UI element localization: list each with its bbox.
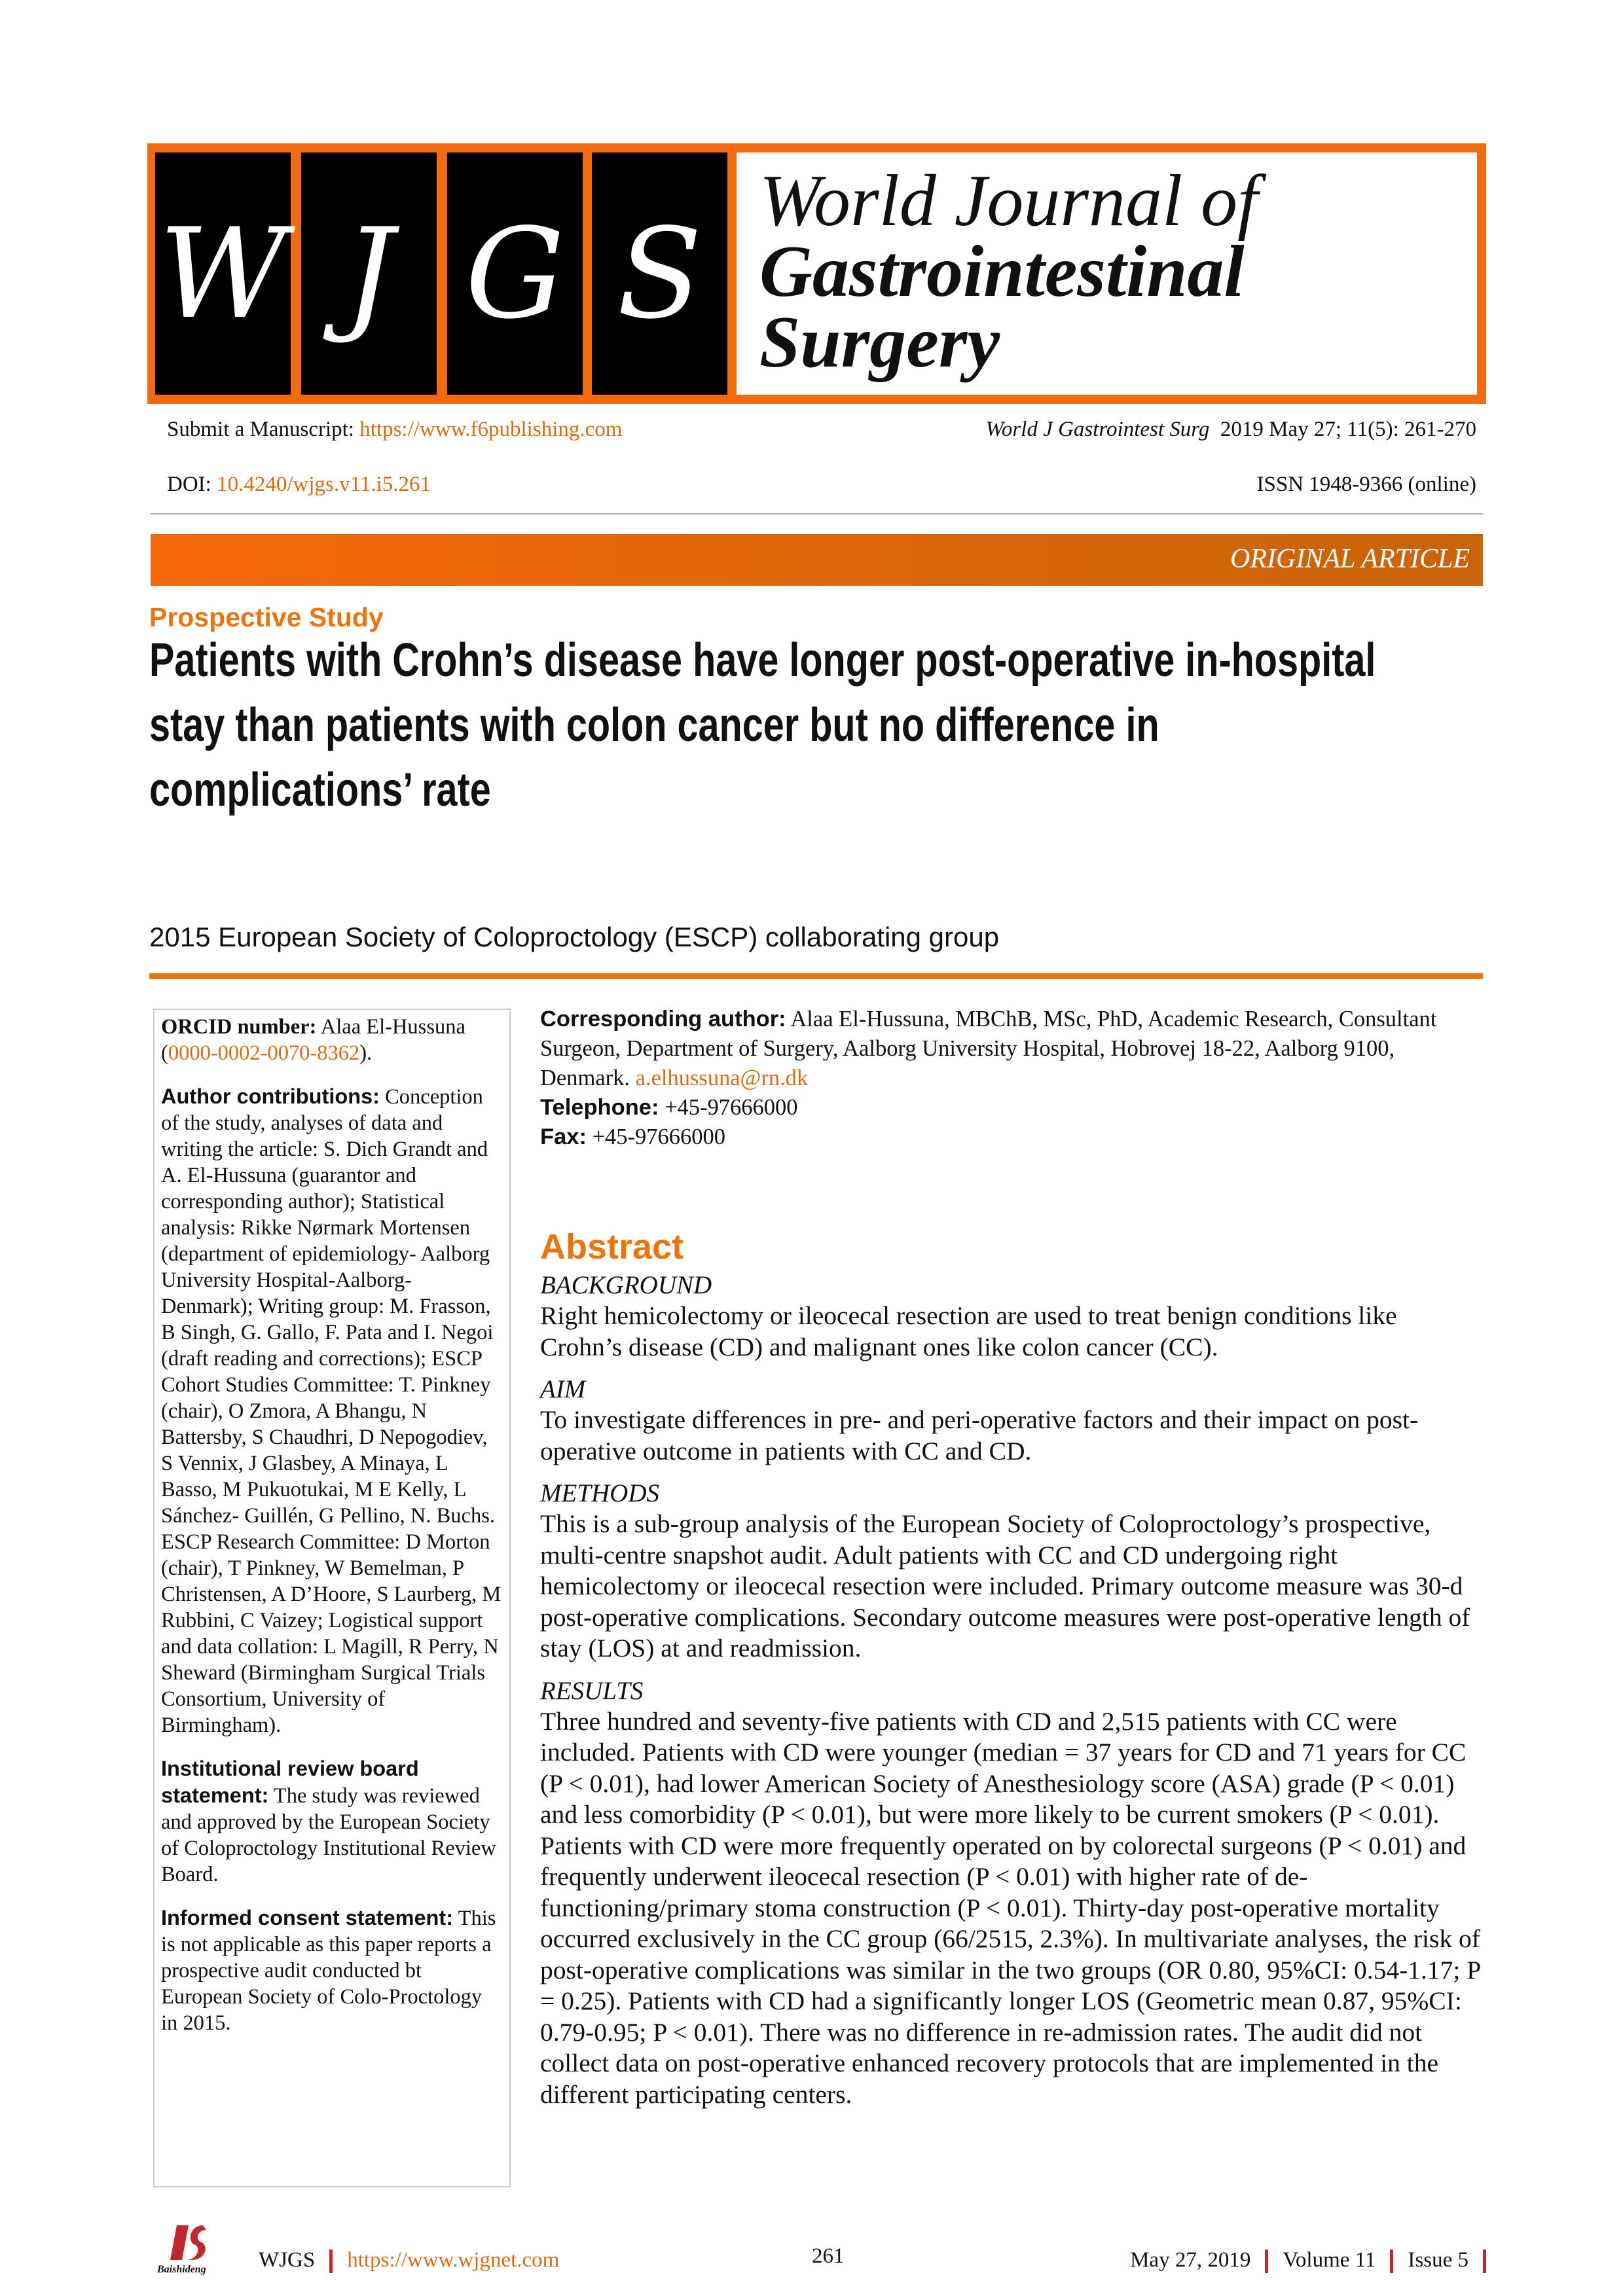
issn: ISSN 1948-9366 (online): [1256, 473, 1476, 496]
publisher-logo: [157, 2222, 239, 2281]
irb-text: The study was reviewed and approved by the European Society of Coloproctology Institutional Review Board.: [161, 1784, 496, 1886]
section-heading: BACKGROUND: [540, 1271, 712, 1299]
footer-volume: Volume 11: [1283, 2248, 1376, 2272]
abstract-heading: Abstract: [540, 1227, 684, 1266]
orcid-note: ORCID number: Alaa El-Hussuna (0000-0002-0070-8362).: [161, 1015, 465, 1065]
telephone-label: Telephone:: [540, 1095, 659, 1120]
title-line: stay than patients with colon cancer but no difference in: [149, 699, 1159, 751]
email-link[interactable]: a.elhussuna@rn.dk: [635, 1066, 809, 1090]
abstract-background: [540, 1270, 1483, 1363]
citation: [985, 418, 1476, 442]
contributions-text: Conception of the study, analyses of data and writing the article: S. Dich Grandt and A. El-Hussuna (guarantor and corresponding author); Statistical analysis: Rikke Nørmark Mortensen (department of epidemiology- Aalborg University Hospital-Aalborg- Denmark); Writing group: M. Frasson, B Singh, G. Gallo, F. Pata and I. Negoi (draft reading and corrections); ESCP Cohort Studies Committee: T. Pinkney (chair), O Zmora, A Bhangu, N Battersby, S Chaudhri, D Nepogodiev, S Vennix, J Glasbey, A Minaya, L Basso, M Pukuotukai, M E Kelly, L Sánchez- Guillén, G Pellino, N. Buchs. ESCP Research Committee: D Morton (chair), T Pinkney, W Bemelman, P Christensen, A D’Hoore, S Laurberg, M Rubbini, C Vaizey; Logistical support and data collation: L Magill, R Perry, N Sheward (Birmingham Surgical Trials Consortium, University of Birmingham).: [161, 1085, 501, 1737]
abstract: [540, 1227, 1483, 2122]
journal-title: [759, 160, 1258, 383]
correspondence: [540, 1005, 1483, 1152]
citation-details: 2019 May 27; 11(5): 261-270: [1220, 418, 1476, 441]
divider-bar: [1390, 2250, 1393, 2273]
study-type: Prospective Study: [149, 602, 384, 632]
page-number: 261: [812, 2244, 845, 2268]
citation-journal: World J Gastrointest Surg: [985, 418, 1210, 441]
page-footer: [157, 2222, 1486, 2281]
footer-issue: Issue 5: [1408, 2248, 1468, 2272]
publisher-logo-text: Baishideng: [157, 2264, 206, 2275]
section-heading: RESULTS: [540, 1676, 644, 1705]
abstract-results: [540, 1676, 1483, 2111]
corresponding-text: Alaa El-Hussuna, MBChB, MSc, PhD, Academic Research, Consultant Surgeon, Department of Surgery, Aalborg University Hospital, Hobrovej 18-22, Aalborg 9100, Denmark.: [540, 1007, 1437, 1090]
orcid-name: Alaa El-Hussuna: [320, 1015, 465, 1039]
logo-letter-j: J: [301, 152, 437, 395]
fax: +45-97666000: [592, 1124, 726, 1149]
fax-label: Fax:: [540, 1124, 587, 1149]
orcid-link[interactable]: 0000-0002-0070-8362: [168, 1041, 360, 1065]
logo-letter-s: S: [592, 152, 727, 395]
corresponding-label: Corresponding author:: [540, 1007, 786, 1031]
abstract-methods: [540, 1479, 1483, 1664]
footer-date: May 27, 2019: [1130, 2248, 1251, 2272]
author-group: 2015 European Society of Coloproctology (ESCP) collaborating group: [149, 922, 1000, 952]
abstract-aim: [540, 1374, 1483, 1467]
journal-title-box: [737, 152, 1477, 395]
divider-bar: [1265, 2250, 1268, 2273]
divider-bar: [1483, 2250, 1486, 2273]
section-text: This is a sub-group analysis of the European Society of Coloproctology’s prospective, multi-centre snapshot audit. Adult patients with CC and CD undergoing right hemicolectomy or ileocecal resection were included. Primary outcome measure was 30-d post-operative complications. Secondary outcome measures were post-operative length of stay (LOS) at and readmission.: [540, 1509, 1470, 1662]
submit-link[interactable]: https://www.f6publishing.com: [359, 418, 623, 441]
journal-title-line: World Journal of: [759, 160, 1258, 242]
irb-statement: [161, 1755, 503, 1888]
section-text: Three hundred and seventy-five patients with CD and 2,515 patients with CC were included. Patients with CD were younger (median = 37 years for CD and 71 years for CC (P < 0.01), had lower American Society of Anesthesiology score (ASA) grade (P < 0.01) and less comorbidity (P < 0.01), but were more likely to be current smokers (P < 0.01). Patients with CD were more frequently operated on by colorectal surgeons (P < 0.01) and frequently underwent ileocecal resection (P < 0.01) with higher rate of de-functioning/primary stoma construction (P < 0.01). Thirty-day post-operative mortality occurred exclusively in the CC group (66/2515, 2.3%). In multivariate analyses, the risk of post-operative complications was similar in the two groups (OR 0.80, 95%CI: 0.54-1.17; P = 0.25). Patients with CD had a significantly longer LOS (Geometric mean 0.87, 95%CI: 0.79-0.95; P < 0.01). There was no difference in re-admission rates. The audit did not collect data on post-operative enhanced recovery protocols that are implemented in the different participating centers.: [540, 1706, 1480, 2109]
consent-label: Informed consent statement:: [161, 1906, 454, 1929]
journal-banner: [147, 143, 1486, 404]
footer-journal: WJGS: [259, 2248, 316, 2272]
footer-url[interactable]: https://www.wjgnet.com: [347, 2248, 560, 2272]
article-notes-sidebar: [153, 1009, 511, 2187]
section-heading: METHODS: [540, 1479, 659, 1507]
submit-label: Submit a Manuscript:: [167, 418, 354, 441]
title-rule: [149, 973, 1483, 979]
article-title: [149, 628, 1459, 823]
consent-statement: [161, 1905, 503, 2036]
header-divider: [151, 513, 1483, 514]
doi-line: [167, 473, 431, 497]
article-type: ORIGINAL ARTICLE: [1230, 544, 1470, 574]
logo-letter-g: G: [447, 152, 583, 395]
telephone: +45-97666000: [665, 1095, 798, 1120]
divider-bar: [329, 2250, 333, 2273]
doi-label: DOI:: [167, 473, 211, 496]
journal-title-line: Gastrointestinal: [759, 231, 1245, 312]
author-contributions: [161, 1083, 503, 1738]
section-text: To investigate differences in pre- and peri-operative factors and their impact on post-operative outcome in patients with CC and CD.: [540, 1405, 1419, 1465]
logo-letter-w: W: [155, 152, 291, 395]
title-line: complications’ rate: [149, 764, 491, 816]
submit-line: [167, 418, 622, 442]
article-type-bar: [151, 534, 1483, 586]
irb-label: Institutional review board statement:: [161, 1757, 419, 1807]
contributions-label: Author contributions:: [161, 1085, 380, 1108]
doi-link[interactable]: 10.4240/wjgs.v11.i5.261: [217, 473, 431, 496]
section-text: Right hemicolectomy or ileocecal resection are used to treat benign conditions like Crohn’s disease (CD) and malignant ones like colon cancer (CC).: [540, 1301, 1397, 1361]
orcid-label: ORCID number:: [161, 1015, 317, 1039]
title-line: Patients with Crohn’s disease have longer post-operative in-hospital: [149, 634, 1376, 687]
journal-title-line: Surgery: [759, 302, 1000, 383]
section-heading: AIM: [540, 1375, 586, 1403]
consent-text: This is not applicable as this paper reports a prospective audit conducted bt European Society of Colo-Proctology in 2015.: [161, 1907, 496, 2035]
